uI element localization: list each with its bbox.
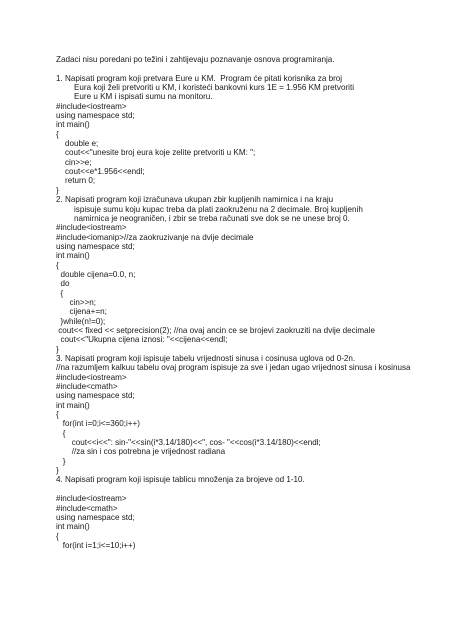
task-2-text: ispisuje sumu koju kupac treba da plati zaokruženu na 2 decimale. Broj kupljenih: [56, 204, 363, 214]
task-4-section: [56, 475, 466, 550]
code-line: #include<cmath>: [56, 503, 118, 513]
task-2-text: namirnica je neograničen, i zbir se treba računati sve dok se ne unese broj 0.: [56, 213, 350, 223]
task-1-section: [56, 74, 466, 195]
code-line: #include<iostream>: [56, 494, 127, 504]
code-line: cout<<e*1.956<<endl;: [56, 167, 145, 177]
code-line: //za sin i cos potrebna je vrijednost radiana: [56, 447, 226, 457]
code-line: }: [56, 344, 59, 354]
code-line: int main(): [56, 251, 90, 261]
task-2-section: [56, 195, 466, 354]
code-line: do: [56, 279, 70, 289]
task-3-heading: 3. Napisati program koji ispisuje tabelu vrijednosti sinusa i cosinusa uglova od 0-2n.: [56, 354, 356, 363]
code-line: cout<<"Ukupna cijena iznosi: "<<cijena<<endl;: [56, 335, 228, 345]
code-line: int main(): [56, 120, 90, 130]
code-line: {: [56, 288, 64, 298]
code-line: {: [56, 410, 59, 420]
code-line: }while(n!=0);: [56, 316, 106, 326]
code-line: {: [56, 260, 59, 270]
code-line: cijena+=n;: [56, 307, 107, 317]
code-line: for(int i=0;i<=360;i++): [56, 419, 140, 429]
intro-text: Zadaci nisu poredani po težini i zahtijevaju poznavanje osnova programiranja.: [56, 55, 335, 64]
code-line: double e;: [56, 139, 99, 149]
code-line: {: [56, 531, 59, 541]
task-1-text: Eura koji želi pretvoriti u KM, i koristeći bankovni kurs 1E = 1.956 KM pretvoriti: [56, 83, 355, 93]
code-line: int main(): [56, 522, 90, 532]
code-line: cin>>e;: [56, 157, 92, 167]
code-line: }: [56, 185, 59, 195]
task-4-heading: 4. Napisati program koji ispisuje tablicu množenja za brojeve od 1-10.: [56, 475, 305, 485]
task-1-text: Eure u KM i ispisati sumu na monitoru.: [56, 92, 213, 102]
code-line: #include<cmath>: [56, 382, 118, 392]
code-line: using namespace std;: [56, 241, 135, 251]
code-line: }: [56, 456, 66, 466]
code-line: double cijena=0.0, n;: [56, 269, 136, 279]
code-line: int main(): [56, 400, 90, 410]
code-line: return 0;: [56, 176, 96, 186]
code-line: cout<<"unesite broj eura koje zelite pretvoriti u KM: ";: [56, 148, 256, 158]
code-line: }: [56, 466, 59, 476]
code-line: #include<iostream>: [56, 372, 127, 382]
code-line: cout<<i<<": sin-"<<sin(i*3.14/180)<<", cos- "<<cos(i*3.14/180)<<endl;: [56, 438, 321, 448]
code-line: #include<iostream>: [56, 223, 127, 233]
code-line: using namespace std;: [56, 391, 135, 401]
task-3-section: [56, 354, 466, 475]
task-1-heading: 1. Napisati program koji pretvara Eure u KM. Program će pitati korisnika za broj: [56, 73, 343, 83]
task-2-heading: 2. Napisati program koji izračunava ukupan zbir kupljenih namirnica i na kraju: [56, 195, 334, 205]
code-line: cin>>n;: [56, 297, 97, 307]
code-line: for(int i=1;i<=10;i++): [56, 540, 136, 550]
code-line: using namespace std;: [56, 111, 135, 121]
code-line: using namespace std;: [56, 512, 135, 522]
code-line: #include<iomanip>//za zaokruzivanje na dvije decimale: [56, 232, 254, 242]
code-line: [56, 485, 466, 494]
code-line: {: [56, 129, 59, 139]
spacer: [56, 64, 466, 73]
code-comment: //na razumljem kalkuu tabelu ovaj program ispisuje za sve i jedan ugao vrijednost sinusa i kosinusa: [56, 363, 411, 373]
document-body: [56, 55, 466, 550]
code-line: #include<iostream>: [56, 101, 127, 111]
code-line: cout<< fixed << setprecision(2); //na ovaj ancin ce se brojevi zaokruziti na dvije decimale: [56, 325, 375, 335]
code-line: {: [56, 428, 66, 438]
